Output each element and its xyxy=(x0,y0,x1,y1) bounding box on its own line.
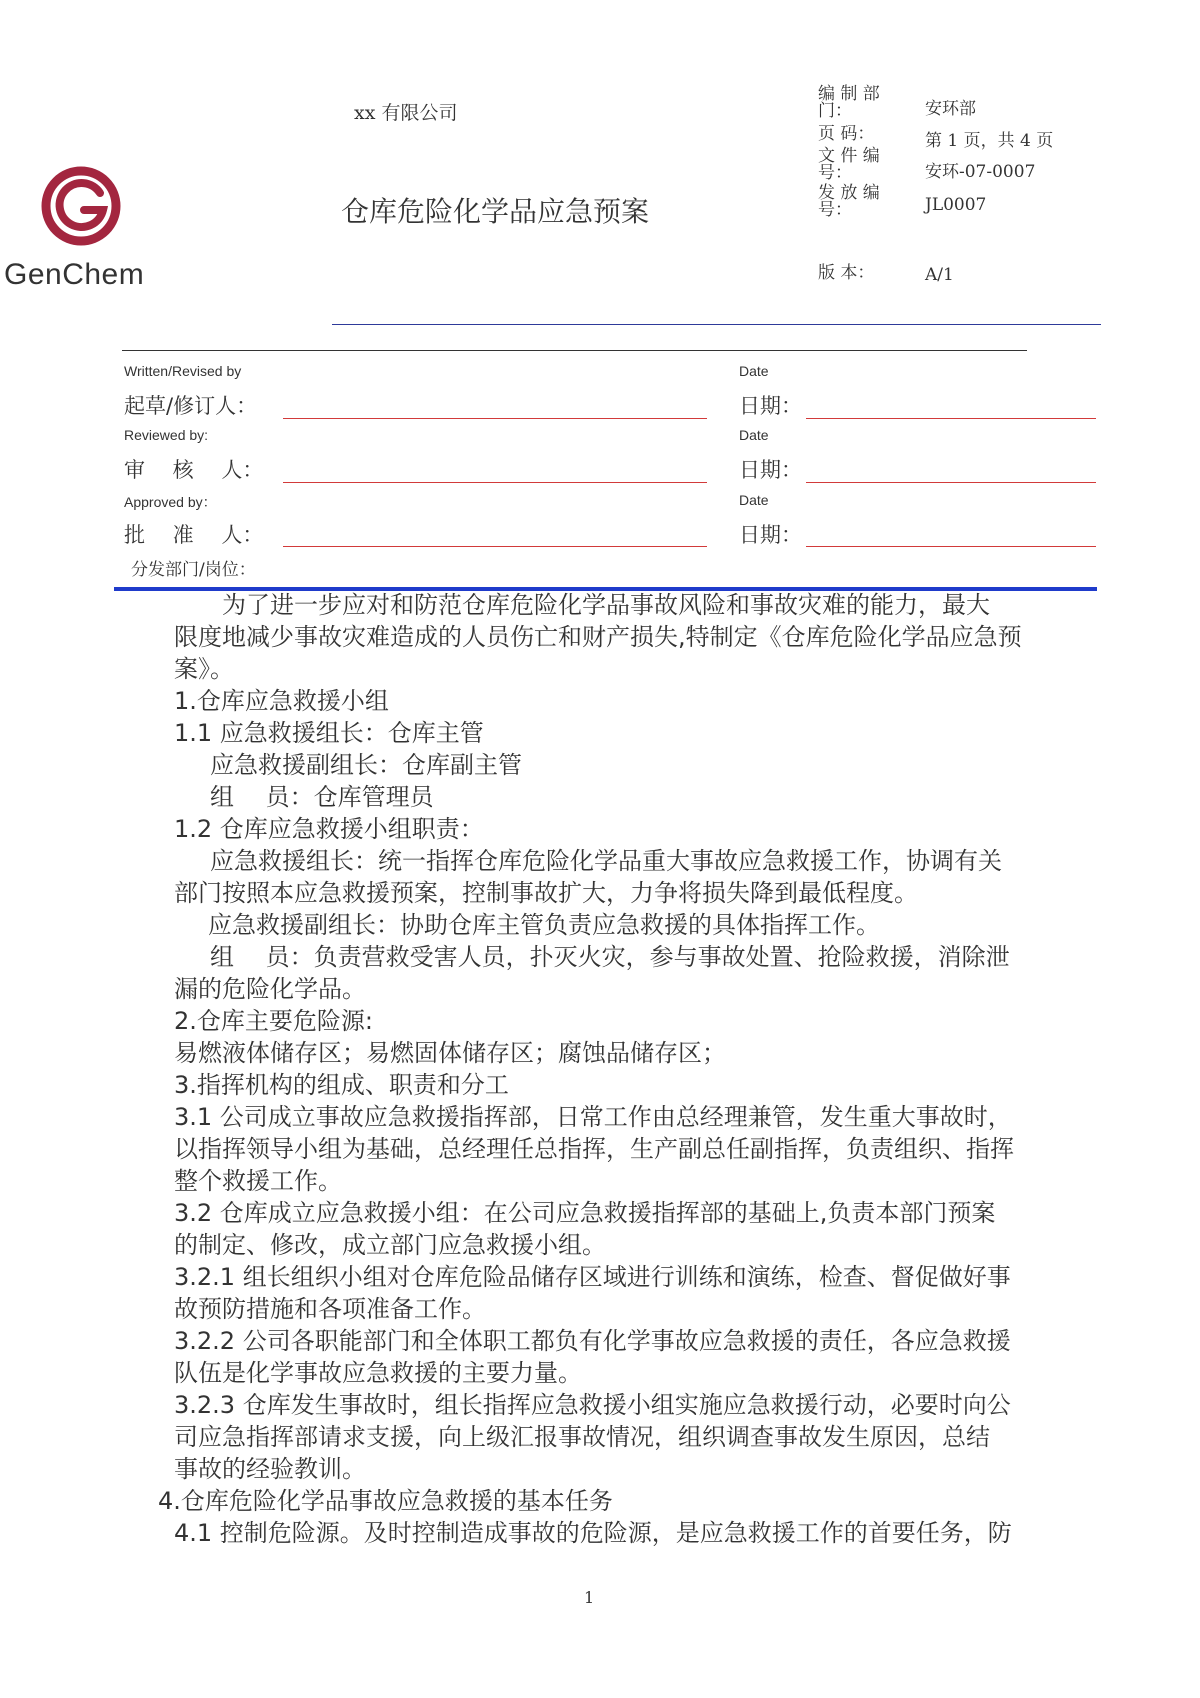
meta-issue-value: JL0007 xyxy=(925,195,987,215)
body-line: 部门按照本应急救援预案，控制事故扩大，力争将损失降到最低程度。 xyxy=(174,879,918,907)
body-heading: 2.仓库主要危险源: xyxy=(174,1007,373,1035)
body-heading: 4.仓库危险化学品事故应急救援的基本任务 xyxy=(158,1487,613,1515)
approved-date-line[interactable] xyxy=(806,546,1096,547)
approved-label-zh: 批 准 人： xyxy=(124,523,264,547)
reviewed-date-label-en: Date xyxy=(739,427,769,443)
meta-issue-label: 发 放 编 号： xyxy=(818,183,880,220)
page-number: 1 xyxy=(584,1588,595,1607)
approved-date-label-en: Date xyxy=(739,492,769,508)
body-line: 组 员：仓库管理员 xyxy=(210,783,434,811)
body-line: 故预防措施和各项准备工作。 xyxy=(174,1295,486,1323)
written-date-label-zh: 日期： xyxy=(739,394,802,418)
distribution-label: 分发部门/岗位： xyxy=(131,560,256,580)
body-line: 漏的危险化学品。 xyxy=(174,975,366,1003)
body-line: 应急救援组长：统一指挥仓库危险化学品重大事故应急救援工作，协调有关 xyxy=(210,847,1002,875)
company-name: xx 有限公司 xyxy=(354,102,458,124)
meta-dept-label: 编 制 部 门： xyxy=(818,84,880,121)
header-divider-dark xyxy=(122,350,1027,351)
body-line: 组 员：负责营救受害人员，扑灭火灾，参与事故处置、抢险救援，消除泄 xyxy=(210,943,1010,971)
body-line: 3.2.2 公司各职能部门和全体职工都负有化学事故应急救援的责任，各应急救援 xyxy=(174,1327,1011,1355)
written-signature-line[interactable] xyxy=(283,418,707,419)
approved-date-label-zh: 日期： xyxy=(739,523,802,547)
body-line: 事故的经验教训。 xyxy=(174,1455,366,1483)
written-label-en: Written/Revised by xyxy=(124,363,242,379)
reviewed-date-line[interactable] xyxy=(806,482,1096,483)
meta-version-label: 版 本： xyxy=(818,263,875,283)
reviewed-label-zh: 审 核 人： xyxy=(124,458,264,482)
body-heading: 1.仓库应急救援小组 xyxy=(174,687,389,715)
body-heading: 3.指挥机构的组成、职责和分工 xyxy=(174,1071,509,1099)
body-line: 应急救援副组长：协助仓库主管负责应急救援的具体指挥工作。 xyxy=(208,911,880,939)
meta-page-value: 第 1 页，共 4 页 xyxy=(925,131,1054,151)
meta-version-value: A/1 xyxy=(925,265,954,285)
reviewed-label-en: Reviewed by: xyxy=(124,427,209,443)
approved-signature-line[interactable] xyxy=(283,546,707,547)
body-line: 3.2.1 组长组织小组对仓库危险品储存区域进行训练和演练，检查、督促做好事 xyxy=(174,1263,1011,1291)
body-line: 的制定、修改，成立部门应急救援小组。 xyxy=(174,1231,606,1259)
body-line: 案》。 xyxy=(174,655,234,683)
body-line: 3.2 仓库成立应急救援小组：在公司应急救援指挥部的基础上,负责本部门预案 xyxy=(174,1199,996,1227)
body-line: 1.2 仓库应急救援小组职责： xyxy=(174,815,484,843)
genchem-logo-icon xyxy=(40,165,122,247)
approved-label-en: Approved by： xyxy=(124,494,217,510)
body-line: 1.1 应急救援组长：仓库主管 xyxy=(174,719,484,747)
reviewed-signature-line[interactable] xyxy=(283,482,707,483)
document-title: 仓库危险化学品应急预案 xyxy=(341,195,650,228)
body-line: 司应急指挥部请求支援，向上级汇报事故情况，组织调查事故发生原因，总结 xyxy=(174,1423,990,1451)
body-line: 整个救援工作。 xyxy=(174,1167,342,1195)
written-date-line[interactable] xyxy=(806,418,1096,419)
body-line: 为了进一步应对和防范仓库危险化学品事故风险和事故灾难的能力，最大 xyxy=(222,591,990,619)
written-date-label-en: Date xyxy=(739,363,769,379)
meta-page-label: 页 码： xyxy=(818,124,875,144)
header-divider-blue xyxy=(332,324,1101,325)
body-line: 3.1 公司成立事故应急救援指挥部，日常工作由总经理兼管，发生重大事故时， xyxy=(174,1103,1012,1131)
body-line: 队伍是化学事故应急救援的主要力量。 xyxy=(174,1359,582,1387)
body-line: 限度地减少事故灾难造成的人员伤亡和财产损失,特制定《仓库危险化学品应急预 xyxy=(174,623,1022,651)
meta-dept-value: 安环部 xyxy=(925,99,976,119)
reviewed-date-label-zh: 日期： xyxy=(739,458,802,482)
written-label-zh: 起草/修订人： xyxy=(124,394,258,418)
logo-wordmark: GenChem xyxy=(4,258,145,291)
body-line: 易燃液体储存区；易燃固体储存区；腐蚀品储存区； xyxy=(174,1039,726,1067)
body-line: 以指挥领导小组为基础，总经理任总指挥，生产副总任副指挥，负责组织、指挥 xyxy=(174,1135,1014,1163)
meta-docno-label: 文 件 编 号： xyxy=(818,146,880,183)
body-line: 应急救援副组长：仓库副主管 xyxy=(210,751,522,779)
body-line: 3.2.3 仓库发生事故时，组长指挥应急救援小组实施应急救援行动，必要时向公 xyxy=(174,1391,1011,1419)
body-line: 4.1 控制危险源。及时控制造成事故的危险源，是应急救援工作的首要任务，防 xyxy=(174,1519,1012,1547)
meta-docno-value: 安环-07-0007 xyxy=(925,162,1036,182)
